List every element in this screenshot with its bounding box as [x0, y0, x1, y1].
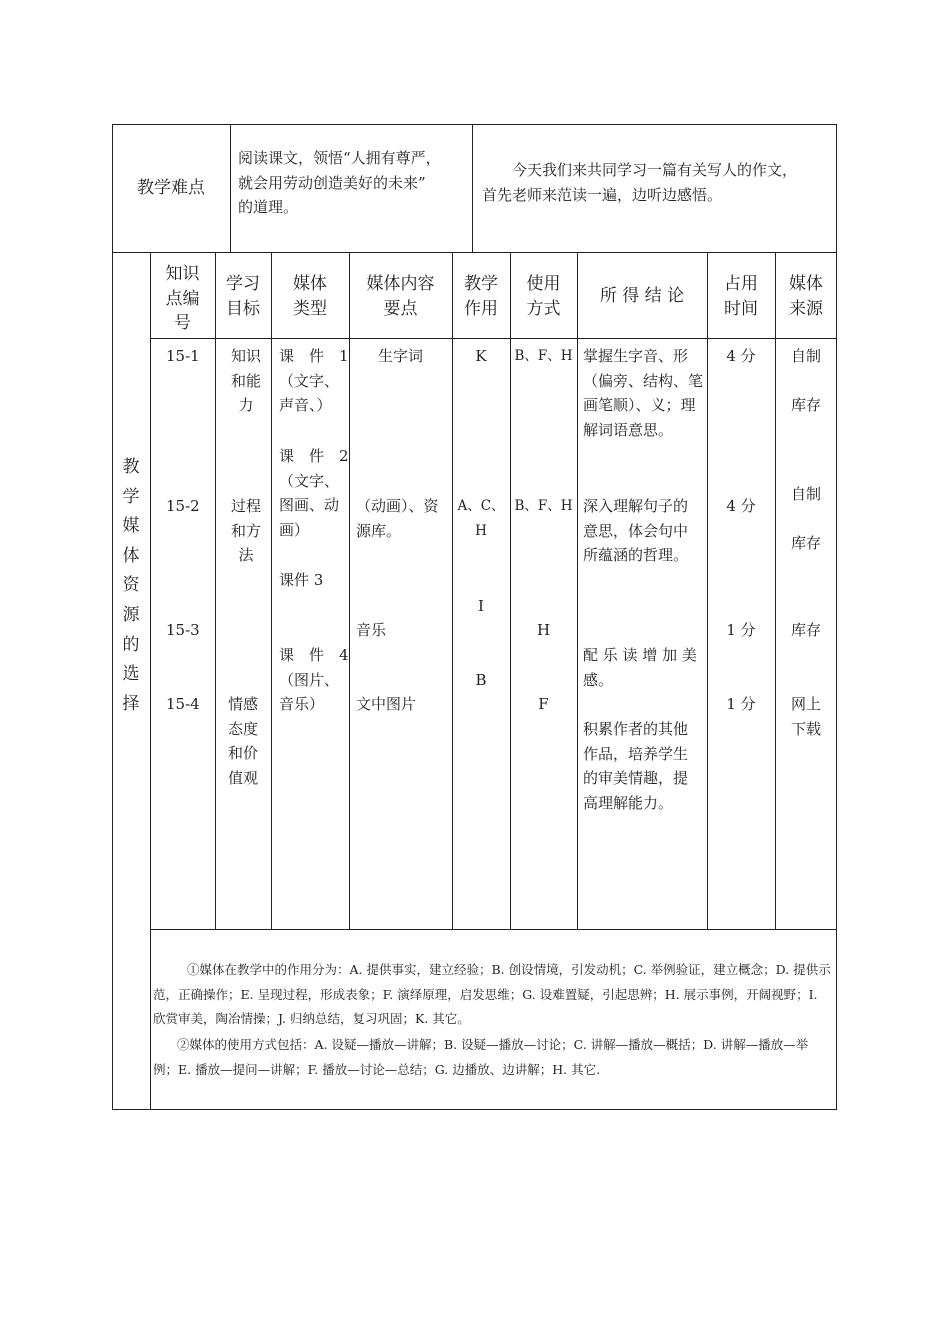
goal-2: 过程 和方 法: [230, 497, 261, 564]
media-type-3: 课件 3: [279, 571, 324, 589]
header-content: 媒体内容 要点: [366, 274, 435, 319]
col-divider-section: [150, 252, 151, 1110]
point-no-3: 15-3: [166, 621, 200, 639]
conclusion-3: 配 乐 读 增 加 美 感。: [583, 646, 697, 689]
goal-1: 知识 和能 力: [230, 347, 261, 414]
time-4: 1 分: [726, 695, 756, 713]
role-3: I: [478, 597, 484, 615]
col-divider-1: [215, 252, 216, 929]
content-3: 音乐: [356, 621, 387, 639]
note-usage-modes: ②媒体的使用方式包括：A. 设疑—播放—讲解；B. 设疑—播放—讨论；C. 讲解—播放—概括；D. 讲解—播放—举例；E. 播放—提问—讲解；F. 播放—讨论—总结；G. 边播放、边讲解；H. 其它.: [153, 1037, 809, 1077]
point-no-2: 15-2: [166, 497, 200, 515]
header-goal: 学习 目标: [226, 274, 260, 319]
header-media-type: 媒体 类型: [293, 274, 327, 319]
lesson-intro-text: 今天我们来共同学习一篇有关写人的作文， 首先老师来范读一遍，边听边感悟。: [482, 161, 798, 204]
content-4: 文中图片: [356, 695, 417, 713]
header-time: 占用 时间: [724, 274, 758, 319]
section-label: 教 学 媒 体 资 源 的 选 择: [122, 457, 140, 714]
conclusion-2: 深入理解句子的 意思，体会句中 所蕴涵的哲理。: [583, 497, 689, 564]
row-divider-top: [112, 252, 837, 253]
usage-4: F: [538, 695, 549, 713]
difficulty-label: 教学难点: [137, 178, 205, 198]
goal-3: 情感 态度 和价 值观: [228, 695, 259, 787]
header-source: 媒体 来源: [789, 274, 823, 319]
content-1: 生字词: [377, 347, 423, 365]
header-conclusion: 所 得 结 论: [599, 286, 685, 306]
row-divider-notes: [150, 929, 837, 930]
time-2: 4 分: [726, 497, 756, 515]
source-1: 自制 库存: [790, 347, 821, 414]
note-media-roles: ①媒体在教学中的作用分为：A. 提供事实，建立经验；B. 创设情境，引发动机；C. 举例验证，建立概念；D. 提供示范，正确操作；E. 呈现过程，形成表象；F. 演绎原理，启发思维；G. 设难置疑，引起思辨；H. 展示事例，开阔视野；I. 欣赏审美，陶冶情操；J. 归纳总结，复习巩固；K. 其它。: [153, 962, 831, 1026]
usage-2: B、F、H: [514, 498, 573, 514]
role-1: K: [475, 347, 487, 365]
point-no-4: 15-4: [166, 695, 200, 713]
conclusion-1: 掌握生字音、形 （偏旁、结构、笔 画笔顺）、义；理 解词语意思。: [583, 347, 704, 439]
content-2: （动画）、资 源库。: [356, 497, 439, 540]
usage-1: B、F、H: [514, 348, 573, 364]
col-divider-2: [271, 252, 272, 929]
difficulty-text: 阅读课文，领悟“人拥有尊严， 就会用劳动创造美好的未来” 的道理。: [238, 149, 441, 216]
usage-3: H: [536, 621, 551, 639]
media-type-4: 课 件 4 （图片、 音乐）: [279, 646, 349, 713]
media-type-2: 课 件 2 （文字、 图画、动 画）: [279, 447, 349, 539]
source-3: 库存: [790, 621, 821, 639]
point-no-1: 15-1: [166, 347, 200, 365]
role-4: B: [475, 671, 487, 689]
row-divider-header: [150, 338, 837, 339]
header-usage: 使用 方式: [526, 274, 561, 319]
conclusion-4: 积累作者的其他 作品，培养学生 的审美情趣，提 高理解能力。: [583, 720, 689, 812]
col-divider-6: [577, 252, 578, 929]
media-type-1: 课 件 1 （文字、 声音、）: [279, 347, 349, 414]
header-role: 教学 作用: [464, 274, 498, 319]
source-2: 自制 库存: [790, 485, 821, 552]
time-3: 1 分: [726, 621, 756, 639]
source-4: 网上 下载: [790, 695, 821, 738]
header-point-no: 知识 点编 号: [165, 264, 200, 333]
role-2: A、C、H: [457, 498, 505, 539]
time-1: 4 分: [726, 347, 756, 365]
col-divider-top-2: [472, 124, 473, 252]
col-divider-top-1: [230, 124, 231, 252]
